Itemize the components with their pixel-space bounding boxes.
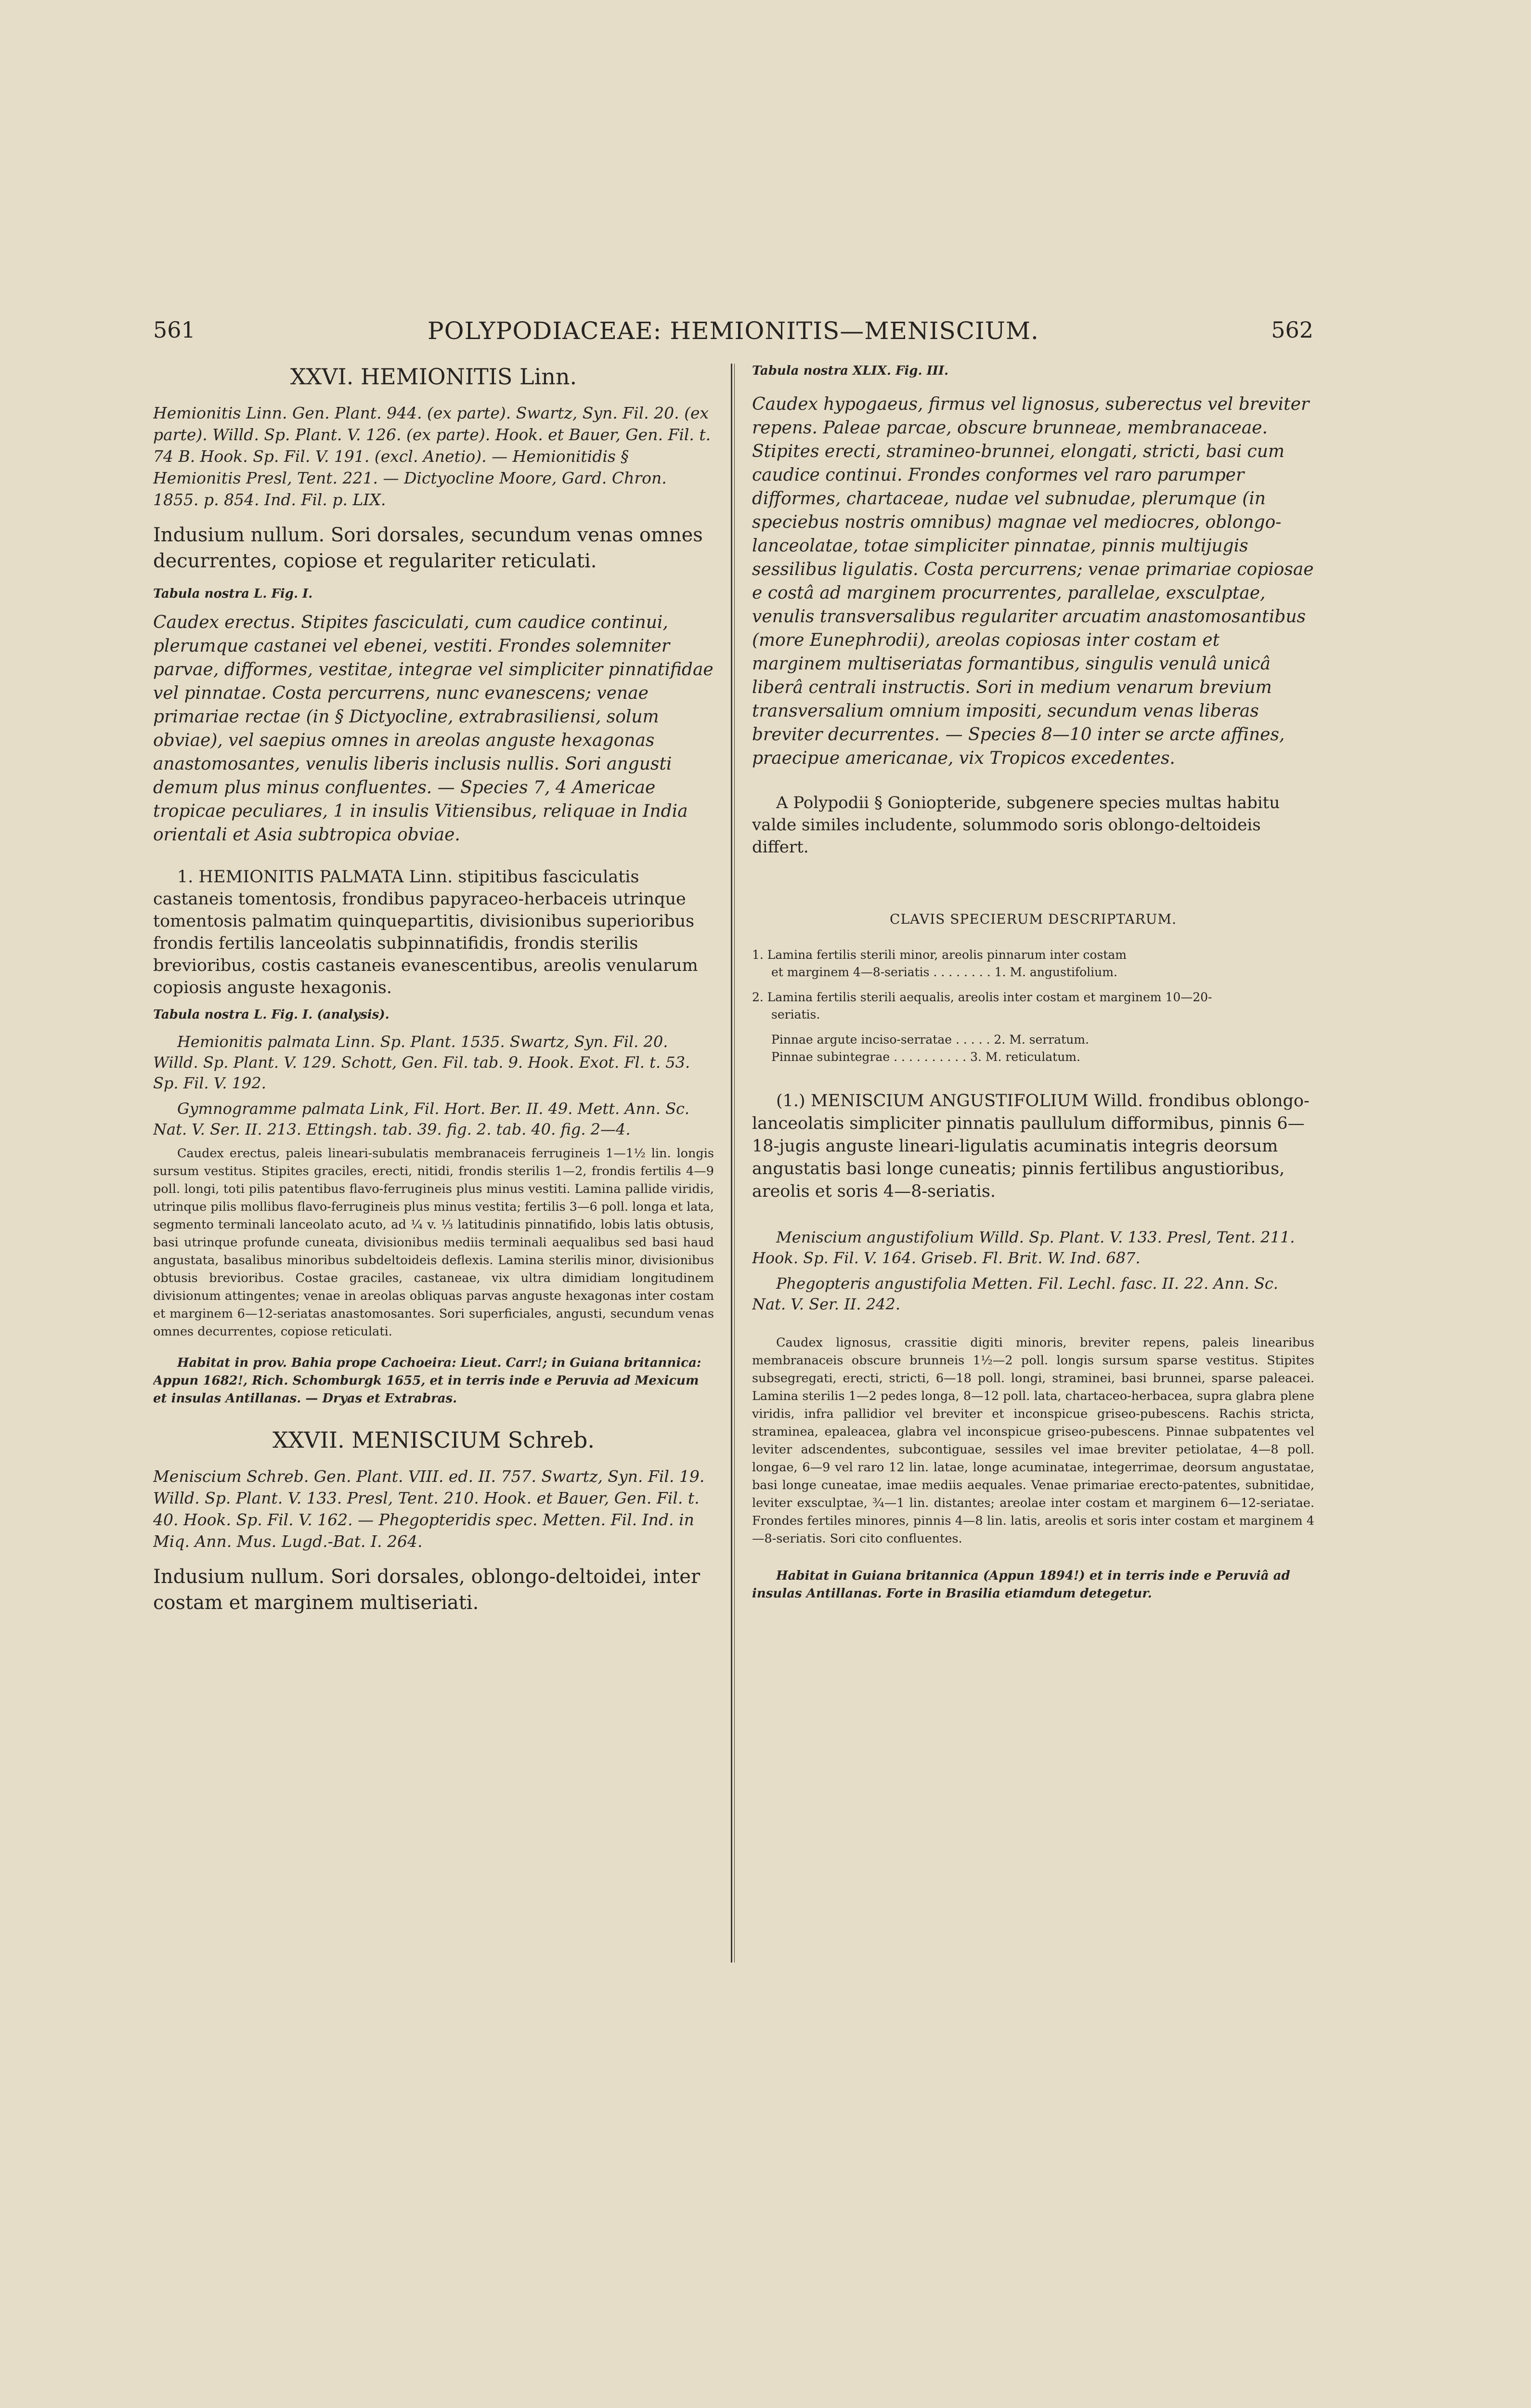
species-citation: Meniscium angustifolium Willd. Sp. Plant. V. 133. Presl, Tent. 211. Hook. Sp. Fil. V. 164. Griseb. Fl. Brit. W. Ind. 687. bbox=[752, 1228, 1295, 1267]
genus-title-meniscium: XXVII. MENISCIUM Schreb. bbox=[272, 1427, 595, 1453]
genus-synonymy-meniscium: Meniscium Schreb. Gen. Plant. VIII. ed. II. 757. Swartz, Syn. Fil. 19. Willd. Sp. Plant. V. 133. Presl, Tent. 210. Hook. et Bauer, Gen. Fil. t. 40. Hook. Sp. Fil. V. 162. — Phegopteridis spec. Metten. Fil. Ind. in Miq. Ann. Mus. Lugd.-Bat. I. 264. bbox=[153, 1467, 705, 1551]
species-habitat: Habitat in Guiana britannica (Appun 1894!) et in terris inde e Peruviâ ad insulas Antillanas. Forte in Brasilia etiamdum detegetur. bbox=[752, 1569, 1290, 1601]
key-line: 2. Lamina fertilis sterili aequalis, areolis inter costam et marginem 10—20- bbox=[752, 990, 1212, 1004]
species-citation: Phegopteris angustifolia Metten. Fil. Lechl. fasc. II. 22. Ann. Sc. Nat. V. Ser. II. 242. bbox=[752, 1274, 1278, 1313]
column-rule bbox=[731, 364, 732, 1963]
species-key bbox=[752, 946, 1314, 1066]
genus-description-hemionitis: Caudex erectus. Stipites fasciculati, cum caudice continui, plerumque castanei vel ebenei, vestiti. Frondes solemniter parvae, difformes, vestitae, integrae vel simpliciter pinnatifidae vel pinnatae. Costa percurrens, nunc evanescens; venae primariae rectae (in § Dictyocline, extrabrasiliensi, solum obviae), vel saepius omnes in areolas anguste hexagonas anastomosantes, venulis liberis inclusis nullis. Sori angusti demum plus minus confluentes. — Species 7, 4 Americae tropicae peculiares, 1 in insulis Vitiensibus, reliquae in India orientali et Asia subtropica obviae. bbox=[153, 613, 714, 845]
genus-lead-hemionitis: Indusium nullum. Sori dorsales, secundum venas omnes decurrentes, copiose et regulariter reticulati. bbox=[153, 524, 703, 572]
species-citation: Hemionitis palmata Linn. Sp. Plant. 1535. Swartz, Syn. Fil. 20. Willd. Sp. Plant. V. 129. Schott, Gen. Fil. tab. 9. Hook. Exot. Fl. t. 53. Sp. Fil. V. 192. bbox=[153, 1033, 690, 1092]
running-title: POLYPODIACEAE: HEMIONITIS—MENISCIUM. bbox=[428, 317, 1039, 345]
genus-lead-meniscium: Indusium nullum. Sori dorsales, oblongo-deltoidei, inter costam et marginem multiseriati. bbox=[153, 1566, 701, 1614]
genus-note: A Polypodii § Goniopteride, subgenere species multas habitu valde similes includente, solummodo soris oblongo-deltoideis differt. bbox=[752, 793, 1280, 857]
key-line: et marginem 4—8-seriatis . . . . . . . . 1. M. angustifolium. bbox=[771, 965, 1117, 979]
column-rule-inner bbox=[734, 364, 735, 1963]
species-detailed-description: Caudex lignosus, crassitie digiti minoris, breviter repens, paleis linearibus membranaceis obscure brunneis 1½—2 poll. longis sursum sparse vestitus. Stipites subsegregati, erecti, stricti, 6—18 poll. longi, straminei, basi brunnei, sparse paleacei. Lamina sterilis 1—2 pedes longa, 8—12 poll. lata, chartaceo-herbacea, supra glabra plene viridis, infra pallidior vel breviter et inconspicue griseo-pubescens. Rachis stricta, straminea, epaleacea, glabra vel inconspicue griseo-pubescens. Pinnae subpatentes vel leviter adscendentes, subcontiguae, sessiles vel imae breviter petiolatae, 4—8 poll. longae, 6—9 vel raro 12 lin. latae, longe acuminatae, integerrimae, deorsum angustatae, basi longe cuneatae, imae mediis aequales. Venae primariae erecto-patentes, subnitidae, leviter exsculptae, ¾—1 lin. distantes; areolae inter costam et marginem 6—12-seriatae. Frondes fertiles minores, pinnis 4—8 lin. latis, areolis et soris inter costam et marginem 4—8-seriatis. Sori cito confluentes. bbox=[752, 1335, 1314, 1546]
species-habitat: Habitat in prov. Bahia prope Cachoeira: Lieut. Carr!; in Guiana britannica: Appun 1682!, Rich. Schomburgk 1655, et in terris inde e Peruvia ad Mexicum et insulas Antillanas. — Dryas et Extrabras. bbox=[153, 1356, 701, 1406]
genus-description-meniscium: Caudex hypogaeus, firmus vel lignosus, suberectus vel breviter repens. Paleae parcae, obscure brunneae, membranaceae. Stipites erecti, stramineo-brunnei, elongati, stricti, basi cum caudice continui. Frondes conformes vel raro parumper difformes, chartaceae, nudae vel subnudae, plerumque (in speciebus nostris omnibus) magnae vel mediocres, oblongo-lanceolatae, totae simpliciter pinnatae, pinnis multijugis sessilibus ligulatis. Costa percurrens; venae primariae copiosae e costâ ad marginem procurrentes, parallelae, exsculptae, venulis transversalibus regulariter arcuatim anastomosantibus (more Eunephrodii), areolas copiosas inter costam et marginem multiseriatas formantibus, singulis venulâ unicâ liberâ centrali instructis. Sori in medium venarum brevium transversalium omnium impositi, secundum venas liberas breviter decurrentes. — Species 8—10 inter se arcte affines, praecipue americanae, vix Tropicos excedentes. bbox=[752, 394, 1314, 768]
right-page-number: 562 bbox=[1271, 317, 1313, 343]
species-diagnosis-hemionitis-palmata: 1. HEMIONITIS PALMATA Linn. stipitibus fasciculatis castaneis tomentosis, frondibus papyraceo-herbaceis utrinque tomentosis palmatim quinquepartitis, divisionibus superioribus frondis fertilis lanceolatis subpinnatifidis, frondis sterilis brevioribus, costis castaneis evanescentibus, areolis venularum copiosis anguste hexagonis. bbox=[153, 867, 698, 997]
species-detailed-description: Caudex erectus, paleis lineari-subulatis membranaceis ferrugineis 1—1½ lin. longis sursum vestitus. Stipites graciles, erecti, nitidi, frondis sterilis 1—2, frondis fertilis 4—9 poll. longi, toti pilis patentibus flavo-ferrugineis plus minus vestiti. Lamina pallide viridis, utrinque pilis mollibus flavo-ferrugineis plus minus vestita; fertilis 3—6 poll. longa et lata, segmento terminali lanceolato acuto, ad ¼ v. ⅓ latitudinis pinnatifido, lobis latis obtusis, basi utrinque profunde cuneata, divisionibus mediis terminali aequalibus sed basi haud angustata, basalibus minoribus subdeltoideis deflexis. Lamina sterilis minor, divisionibus obtusis brevioribus. Costae graciles, castaneae, vix ultra dimidiam longitudinem divisionum attingentes; venae in areolas obliquas parvas anguste hexagonas inter costam et marginem 6—12-seriatas anastomosantes. Sori superficiales, angusti, secundum venas omnes decurrentes, copiose reticulati. bbox=[153, 1146, 714, 1339]
species-citation: Gymnogramme palmata Link, Fil. Hort. Ber. II. 49. Mett. Ann. Sc. Nat. V. Ser. II. 213. Ettingsh. tab. 39. fig. 2. tab. 40. fig. 2—4. bbox=[153, 1099, 690, 1139]
key-line: seriatis. bbox=[771, 1008, 820, 1021]
species-diagnosis-meniscium-angustifolium: (1.) MENISCIUM ANGUSTIFOLIUM Willd. frondibus oblongo-lanceolatis simpliciter pinnatis paullulum difformibus, pinnis 6—18-jugis anguste lineari-ligulatis acuminatis integris deorsum angustatis basi longe cuneatis; pinnis fertilibus angustioribus, areolis et soris 4—8-seriatis. bbox=[752, 1091, 1310, 1201]
key-line: Pinnae argute inciso-serratae . . . . . 2. M. serratum. bbox=[771, 1033, 1089, 1047]
genus-synonymy-hemionitis: Hemionitis Linn. Gen. Plant. 944. (ex parte). Swartz, Syn. Fil. 20. (ex parte). Willd. Sp. Plant. V. 126. (ex parte). Hook. et Bauer, Gen. Fil. t. 74 B. Hook. Sp. Fil. V. 191. (excl. Anetio). — Hemionitidis § Hemionitis Presl, Tent. 221. — Dictyocline Moore, Gard. Chron. 1855. p. 854. Ind. Fil. p. LIX. bbox=[153, 404, 711, 509]
genus-title-hemionitis: XXVI. HEMIONITIS Linn. bbox=[290, 364, 577, 390]
plate-reference: Tabula nostra XLIX. Fig. III. bbox=[752, 364, 949, 378]
left-page-number: 561 bbox=[153, 317, 195, 343]
species-plate-reference: Tabula nostra L. Fig. I. (analysis). bbox=[153, 1008, 389, 1022]
key-title: CLAVIS SPECIERUM DESCRIPTARUM. bbox=[890, 911, 1177, 927]
key-line: Pinnae subintegrae . . . . . . . . . . 3. M. reticulatum. bbox=[771, 1050, 1080, 1064]
plate-reference: Tabula nostra L. Fig. I. bbox=[153, 587, 313, 601]
left-column bbox=[153, 364, 714, 1963]
right-column bbox=[752, 364, 1314, 1963]
key-line: 1. Lamina fertilis sterili minor, areolis pinnarum inter costam bbox=[752, 948, 1127, 962]
page-header bbox=[153, 317, 1313, 355]
